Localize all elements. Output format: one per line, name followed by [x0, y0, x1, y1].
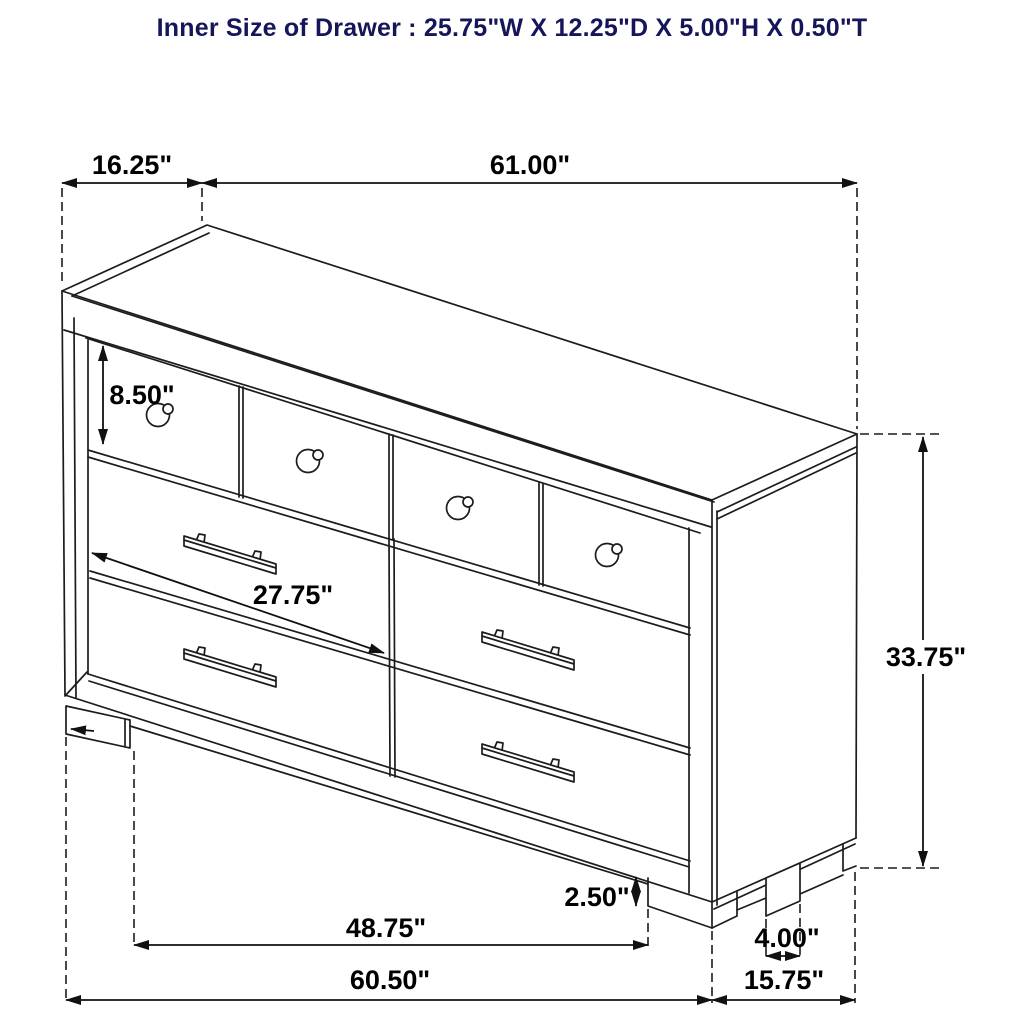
dim-label-leg-height: 2.50"	[564, 882, 630, 912]
drawer-handle-row2-left	[184, 534, 276, 574]
center-divider	[389, 538, 395, 777]
dim-label-bottom-width: 60.50"	[349, 965, 431, 995]
front-right-leg	[648, 878, 712, 928]
right-face-molding-2	[717, 453, 856, 519]
dim-line-drawer-width-diagonal	[92, 553, 384, 653]
top-row-divider-1	[239, 386, 243, 498]
front-left-bevel	[74, 318, 76, 698]
top-face-bevel-left	[72, 233, 209, 296]
dim-label-leg-width: 4.00"	[754, 923, 820, 953]
dresser-right-face	[712, 434, 857, 928]
rear-right-leg	[766, 863, 800, 916]
right-face-molding-1	[717, 447, 856, 512]
dim-label-drawer-height: 8.50"	[109, 380, 175, 410]
dim-label-bottom-depth: 15.75"	[743, 965, 825, 995]
front-left-edge	[62, 291, 65, 695]
drawer-knob-3	[447, 497, 474, 520]
dimension-labels	[92, 150, 966, 995]
top-face-outline	[62, 225, 857, 500]
drawer-handle-row2-right	[482, 630, 574, 670]
dim-label-overall-height: 33.75"	[885, 642, 967, 672]
drawer-handle-row3-right	[482, 742, 574, 782]
top-row-divider-3	[539, 483, 543, 586]
dresser-base-and-legs	[66, 706, 856, 928]
page-title: Inner Size of Drawer : 25.75"W X 12.25"D X 5.00"H X 0.50"T	[156, 14, 868, 42]
dim-label-top-depth: 16.25"	[91, 150, 173, 180]
front-right-leg-side	[712, 892, 737, 928]
front-plinth-line	[130, 726, 648, 884]
drawer-handle-row3-left	[184, 647, 276, 687]
drawer-knob-4	[596, 544, 623, 567]
dim-label-top-width: 61.00"	[489, 150, 571, 180]
dim-label-front-leg-span: 48.75"	[345, 913, 427, 943]
right-plinth-line-a	[737, 898, 766, 910]
extension-lines	[62, 188, 941, 1003]
back-right-edge	[856, 434, 857, 838]
dresser-top-face	[62, 225, 857, 502]
dim-label-drawer-width: 27.75"	[252, 580, 334, 610]
right-plinth-line-b	[800, 875, 843, 894]
crown-molding-line-1	[64, 330, 711, 527]
drawer-knob-2	[297, 450, 324, 473]
drawer-handles	[184, 534, 574, 782]
top-row-divider-2	[389, 434, 393, 539]
